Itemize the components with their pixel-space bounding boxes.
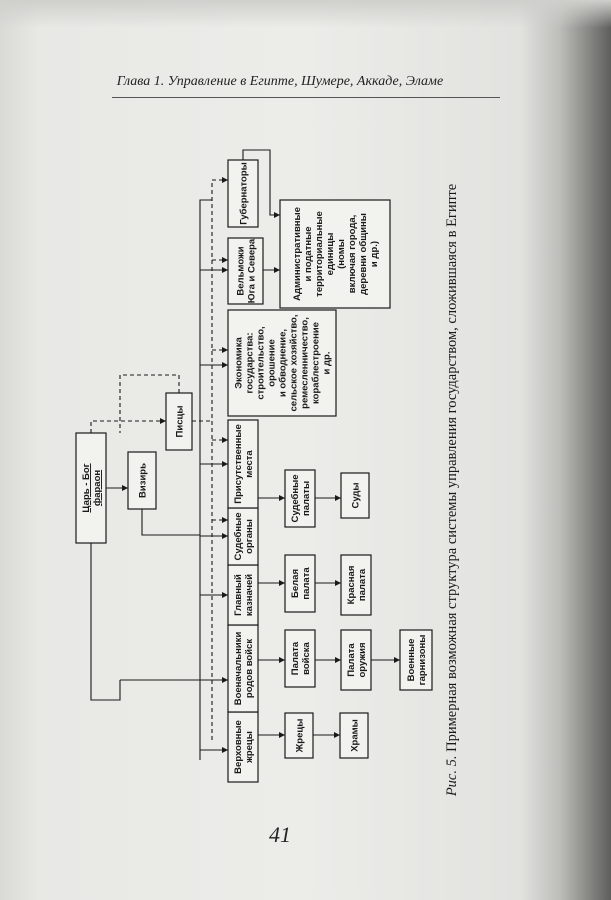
box-label-white_chamber: палата bbox=[301, 567, 312, 600]
box-label-units: и податные bbox=[303, 226, 314, 282]
box-text-group-nobles bbox=[236, 238, 258, 303]
box-label-courts: органы bbox=[244, 519, 255, 554]
box-label-priests: Жрецы bbox=[294, 718, 306, 753]
arrowhead bbox=[222, 747, 228, 753]
box-label-offices: места bbox=[244, 450, 255, 478]
box-label-units: и др.) bbox=[369, 240, 380, 268]
arrowhead bbox=[160, 418, 166, 424]
box-text-group-courts bbox=[233, 512, 255, 560]
box-label-economy: орошение bbox=[266, 339, 278, 387]
main-trunk-line bbox=[200, 200, 212, 760]
arrowhead bbox=[279, 657, 285, 663]
arrowhead bbox=[222, 257, 228, 263]
arrowhead bbox=[335, 495, 341, 501]
box-label-garrisons: гарнизоны bbox=[417, 634, 428, 686]
arrowhead bbox=[222, 592, 228, 598]
arrowhead bbox=[222, 267, 228, 273]
box-text-group-garrisons bbox=[406, 635, 428, 686]
box-label-treasurer: казначей bbox=[244, 573, 255, 617]
chapter-header: Глава 1. Управление в Египте, Шумере, Аккаде, Эламе bbox=[116, 74, 444, 89]
arrowhead bbox=[222, 461, 228, 467]
box-label-commanders: родов войск bbox=[244, 638, 255, 699]
pharaoh-military-line bbox=[91, 543, 120, 700]
arrowhead bbox=[335, 580, 341, 586]
pharaoh-scribes-line bbox=[91, 421, 166, 433]
box-label-economy: Экономика bbox=[233, 337, 245, 389]
box-label-economy: сельское хозяйство, bbox=[288, 314, 300, 412]
arrowhead bbox=[334, 732, 340, 738]
box-label-pharaoh: Царь - Бог bbox=[81, 463, 92, 513]
box-label-vizier: Визирь bbox=[137, 463, 149, 498]
box-label-priests_high: Верховные bbox=[233, 720, 244, 774]
box-label-governors: Губернаторы bbox=[238, 162, 250, 225]
box-label-arms_chamber: оружия bbox=[357, 642, 368, 678]
box-label-commanders: Военачальники bbox=[233, 631, 244, 706]
dashed-trunk-line bbox=[212, 180, 228, 740]
arrowhead bbox=[274, 212, 280, 218]
box-text-group-governors bbox=[239, 162, 250, 225]
box-label-courts_low: Суды bbox=[350, 482, 362, 509]
box-label-white_chamber: Белая bbox=[290, 569, 301, 598]
box-text-group-courts_low bbox=[351, 482, 362, 508]
page-number: 41 bbox=[269, 822, 291, 847]
box-label-scribes: Писцы bbox=[174, 405, 186, 438]
box-label-offices: Присутственные bbox=[233, 424, 244, 504]
arrowhead bbox=[222, 437, 228, 443]
box-label-courts: Судебные bbox=[233, 512, 244, 561]
box-text-group-commanders bbox=[233, 632, 255, 706]
arrowhead bbox=[274, 267, 280, 273]
box-label-red_chamber: палата bbox=[357, 568, 368, 602]
box-text-group-court_chambers bbox=[290, 474, 312, 522]
box-label-arms_chamber: Палата bbox=[346, 643, 357, 677]
box-label-units: (номы bbox=[336, 239, 347, 269]
box-label-temples: Храмы bbox=[349, 719, 361, 752]
box-text-group-vizier bbox=[138, 463, 149, 498]
box-label-economy: государства: bbox=[244, 332, 256, 394]
box-label-economy: ремесленничество, bbox=[299, 317, 311, 409]
box-label-red_chamber: Красная bbox=[346, 565, 357, 605]
box-label-garrisons: Военные bbox=[406, 638, 417, 682]
box-label-court_chambers: палаты bbox=[301, 480, 312, 517]
box-text-group-treasurer bbox=[233, 574, 255, 616]
box-label-priests_high: жрецы bbox=[244, 731, 255, 763]
box-label-economy: строительство, bbox=[255, 326, 267, 400]
arrowhead bbox=[279, 732, 285, 738]
caption-body: Примерная возможная структура системы управления государством, сложившаяся в Египте bbox=[444, 183, 460, 756]
box-label-court_chambers: Судебные bbox=[290, 474, 301, 523]
box-label-economy: кораблестроение bbox=[310, 322, 322, 404]
box-label-nobles: Вельможи bbox=[235, 246, 247, 296]
arrowhead bbox=[279, 580, 285, 586]
box-text-group-priests bbox=[295, 719, 306, 754]
arrowhead bbox=[222, 177, 228, 183]
arrowhead bbox=[222, 347, 228, 353]
box-label-units: единицы bbox=[325, 232, 336, 276]
box-text-group-army_chamber bbox=[290, 641, 312, 675]
box-text-group-temples bbox=[350, 719, 361, 752]
arrowhead bbox=[222, 517, 228, 523]
caption-text bbox=[444, 184, 460, 797]
arrowhead bbox=[279, 495, 285, 501]
arrowhead bbox=[222, 533, 228, 539]
box-label-pharaoh: фараон bbox=[92, 469, 103, 507]
arrowhead bbox=[335, 657, 341, 663]
box-label-army_chamber: Палата bbox=[290, 641, 301, 676]
box-label-treasurer: Главный bbox=[233, 574, 244, 616]
box-text-group-red_chamber bbox=[346, 566, 368, 605]
box-label-units: Административные bbox=[292, 207, 303, 301]
box-label-economy: и обводнение, bbox=[277, 328, 289, 398]
figure-caption bbox=[444, 184, 460, 797]
box-text-group-white_chamber bbox=[290, 567, 312, 600]
arrowhead bbox=[394, 657, 400, 663]
arrowhead bbox=[222, 362, 228, 368]
box-label-nobles: Юга и Севера bbox=[246, 238, 258, 304]
box-text-group-pharaoh bbox=[81, 463, 103, 512]
arrowhead bbox=[222, 677, 228, 683]
box-label-army_chamber: войска bbox=[301, 642, 312, 675]
box-label-units: территориальные bbox=[314, 211, 325, 297]
vizier-trunk-line bbox=[142, 509, 200, 535]
box-text-group-arms_chamber bbox=[346, 643, 368, 678]
box-label-units: деревни общины bbox=[358, 213, 369, 295]
caption-label: Рис. 5. bbox=[444, 755, 460, 797]
box-label-units: включая города, bbox=[347, 214, 358, 294]
box-text-group-scribes bbox=[175, 406, 186, 438]
box-label-economy: и др. bbox=[321, 351, 333, 375]
arrowhead bbox=[122, 485, 128, 491]
